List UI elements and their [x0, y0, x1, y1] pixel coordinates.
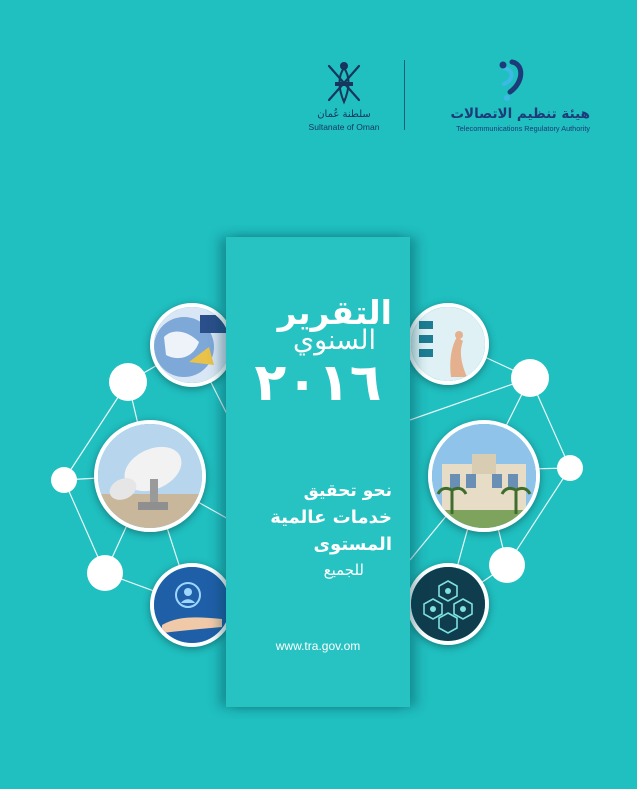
touchscreen-hand-photo — [407, 303, 489, 385]
network-node — [109, 363, 147, 401]
website-url: www.tra.gov.om — [275, 639, 361, 653]
tra-name-english: Telecommunications Regulatory Authority — [456, 124, 590, 133]
slogan-line2: خدمات عالمية — [270, 507, 392, 528]
hand-network-icon-photo — [150, 563, 234, 647]
slogan-line4: للجميع — [323, 561, 364, 579]
oman-name-arabic: سلطنة عُمان — [317, 109, 371, 120]
slogan-line3: المستوى — [313, 534, 392, 555]
network-node — [557, 455, 583, 481]
tra-building-photo — [428, 420, 540, 532]
network-node — [489, 547, 525, 583]
satellite-dish-photo — [94, 420, 206, 532]
network-node — [87, 555, 123, 591]
network-node — [511, 359, 549, 397]
title-panel — [226, 237, 410, 707]
hexagon-icons-photo — [407, 563, 489, 645]
report-year: ٢٠١٦ — [254, 353, 382, 413]
slogan-line1: نحو تحقيق — [303, 481, 392, 501]
network-node — [51, 467, 77, 493]
report-title-line1: التقرير — [277, 293, 392, 332]
globe-data-photo — [150, 303, 234, 387]
oman-name-english: Sultanate of Oman — [308, 122, 380, 132]
tra-name-arabic: هيئة تنظيم الاتصالات — [450, 106, 590, 122]
report-title-line2: السنوي — [292, 325, 376, 356]
